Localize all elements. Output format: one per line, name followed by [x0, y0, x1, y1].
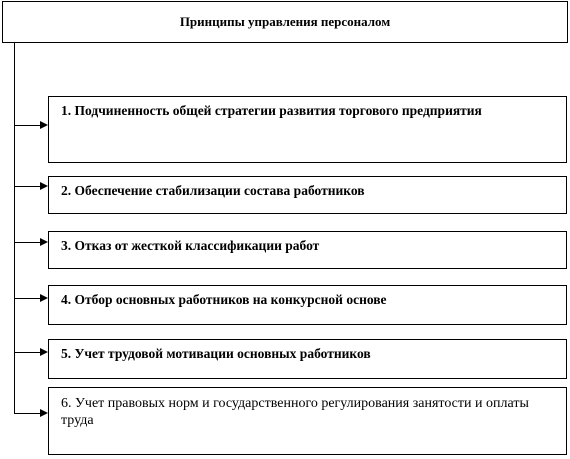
- connector-4: [14, 298, 41, 299]
- connector-3: [14, 242, 41, 243]
- arrow-6: [40, 409, 48, 417]
- principle-box-4: [48, 285, 567, 325]
- connector-5: [14, 352, 41, 353]
- principle-2: 2. Обеспечение стабилизации состава работников: [61, 183, 365, 198]
- principle-box-2: [48, 176, 567, 214]
- principle-box-1: [48, 96, 567, 163]
- principle-1: 1. Подчиненность общей стратегии развития торгового предприятия: [61, 103, 482, 118]
- principle-5: 5. Учет трудовой мотивации основных работников: [61, 346, 371, 361]
- connector-2: [14, 186, 41, 187]
- principle-box-3: [48, 231, 567, 269]
- arrow-5: [40, 348, 48, 356]
- principle-box-6: [48, 387, 567, 455]
- connector-1: [14, 125, 41, 126]
- arrow-4: [40, 294, 48, 302]
- connector-trunk: [14, 43, 15, 413]
- connector-6: [14, 413, 41, 414]
- arrow-2: [40, 182, 48, 190]
- principle-4: 4. Отбор основных работников на конкурсной основе: [61, 292, 387, 307]
- arrow-1: [40, 121, 48, 129]
- diagram-title-box: [2, 1, 568, 43]
- diagram-title: Принципы управления персоналом: [179, 14, 391, 29]
- principle-6: 6. Учет правовых норм и государственного регулирования занятости и оплаты труда: [61, 396, 529, 428]
- arrow-3: [40, 238, 48, 246]
- principle-box-5: [48, 339, 567, 379]
- principle-3: 3. Отказ от жесткой классификации работ: [61, 238, 320, 253]
